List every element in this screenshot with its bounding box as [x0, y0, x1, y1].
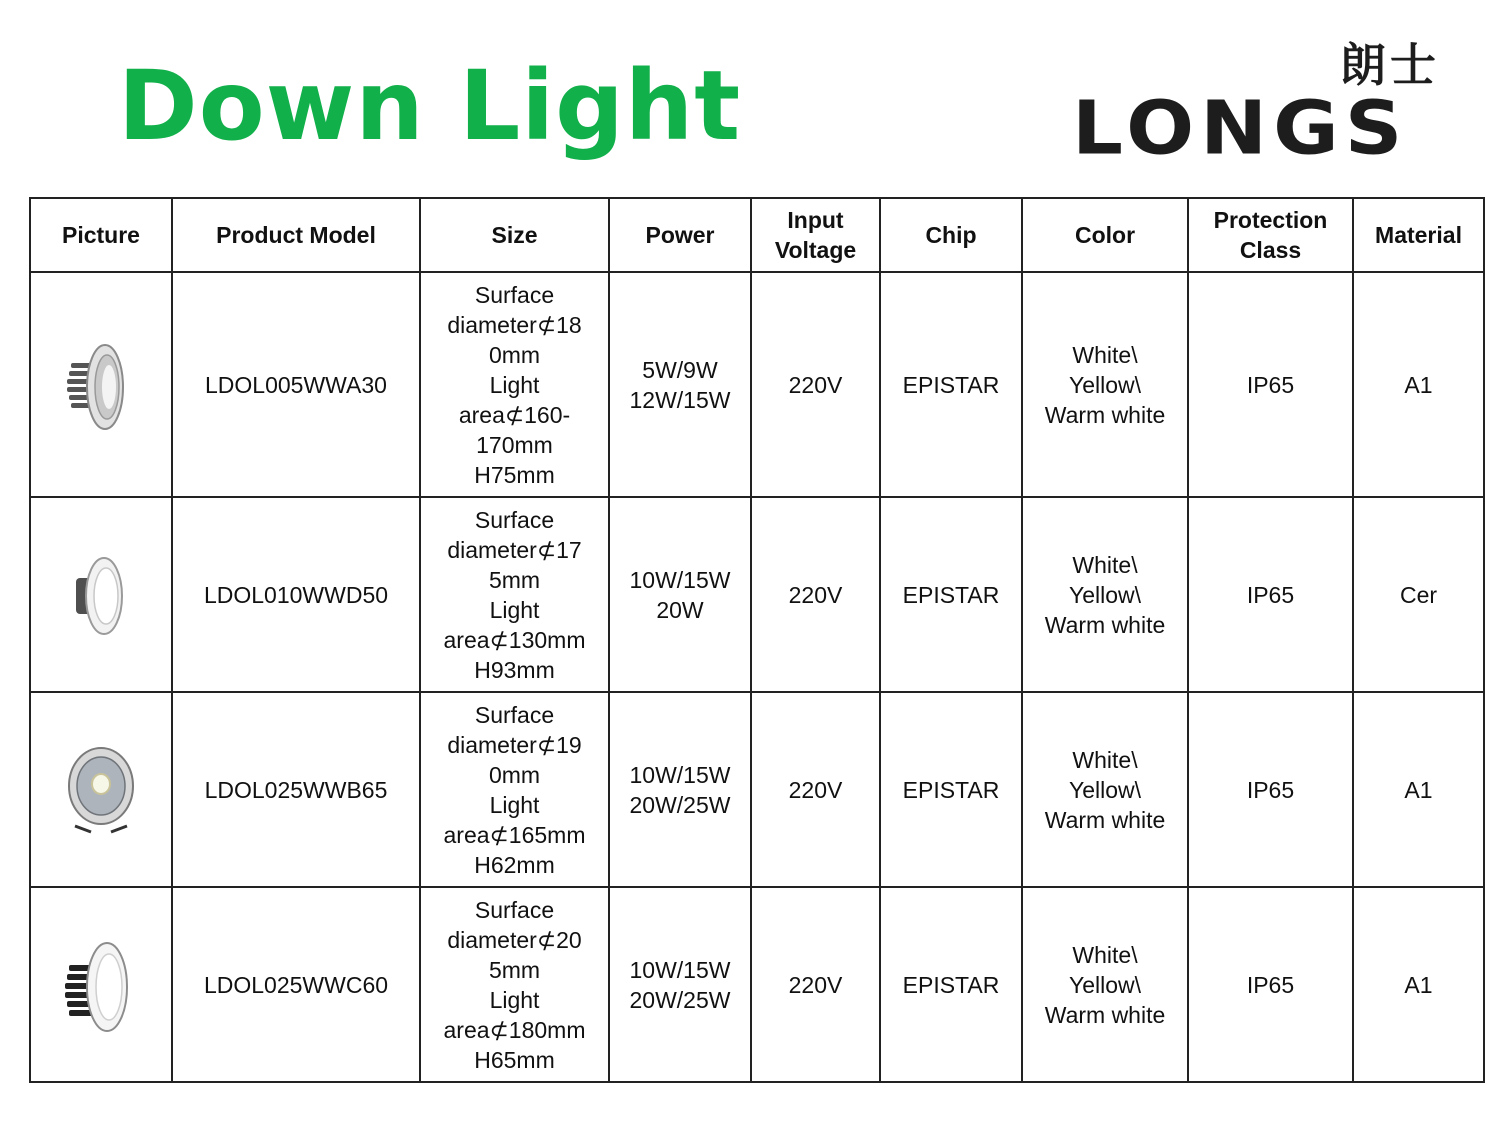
product-power: [609, 272, 751, 497]
table-row: [30, 272, 1484, 497]
size-line: area⊄165mm: [443, 821, 586, 848]
product-material: A1: [1353, 692, 1484, 887]
size-line: diameter⊄19: [447, 731, 582, 758]
color-line: Warm white: [1044, 611, 1166, 638]
column-header-picture: Picture: [30, 198, 172, 272]
product-material: A1: [1353, 272, 1484, 497]
product-power: [609, 887, 751, 1082]
downlight-finned-icon: [61, 335, 141, 435]
size-line: H93mm: [474, 656, 555, 683]
table-row: [30, 692, 1484, 887]
column-header-power: Power: [609, 198, 751, 272]
product-size: [420, 692, 609, 887]
table-row: [30, 887, 1484, 1082]
size-line: Surface: [474, 701, 555, 728]
product-color: [1022, 692, 1188, 887]
color-line: Yellow\: [1068, 776, 1142, 803]
size-line: 5mm: [488, 956, 541, 983]
power-line: 10W/15W: [629, 956, 731, 983]
product-chip: EPISTAR: [880, 497, 1022, 692]
table-header-row: [30, 198, 1484, 272]
size-line: Light: [489, 791, 540, 818]
color-line: Warm white: [1044, 401, 1166, 428]
size-line: diameter⊄20: [447, 926, 582, 953]
product-voltage: 220V: [751, 887, 880, 1082]
size-line: Surface: [474, 281, 555, 308]
downlight-black-fin-icon: [61, 935, 141, 1035]
power-line: 12W/15W: [629, 386, 731, 413]
product-power: [609, 497, 751, 692]
product-picture-cell: [30, 497, 172, 692]
product-protection: IP65: [1188, 692, 1353, 887]
size-line: 5mm: [488, 566, 541, 593]
power-line: 20W: [656, 596, 704, 623]
product-size: [420, 272, 609, 497]
product-table: [29, 197, 1485, 1083]
product-material: A1: [1353, 887, 1484, 1082]
downlight-white-icon: [66, 550, 136, 640]
product-picture-cell: [30, 692, 172, 887]
size-line: H65mm: [474, 1046, 555, 1073]
size-line: area⊄130mm: [443, 626, 586, 653]
product-model: LDOL005WWA30: [172, 272, 420, 497]
size-line: area⊄180mm: [443, 1016, 586, 1043]
size-line: Surface: [474, 506, 555, 533]
column-header-protection: Protection Class: [1188, 198, 1353, 272]
color-line: Warm white: [1044, 1001, 1166, 1028]
color-line: White\: [1072, 746, 1138, 773]
product-picture-cell: [30, 887, 172, 1082]
column-header-model: Product Model: [172, 198, 420, 272]
product-chip: EPISTAR: [880, 272, 1022, 497]
product-color: [1022, 887, 1188, 1082]
product-color: [1022, 497, 1188, 692]
size-line: diameter⊄18: [447, 311, 582, 338]
size-line: 0mm: [488, 761, 541, 788]
column-header-chip: Chip: [880, 198, 1022, 272]
product-chip: EPISTAR: [880, 887, 1022, 1082]
product-size: [420, 887, 609, 1082]
product-model: LDOL025WWC60: [172, 887, 420, 1082]
power-line: 5W/9W: [642, 356, 718, 383]
downlight-cob-icon: [61, 740, 141, 840]
product-power: [609, 692, 751, 887]
size-line: H75mm: [474, 461, 555, 488]
column-header-material: Material: [1353, 198, 1484, 272]
size-line: Light: [489, 596, 540, 623]
size-line: Light: [489, 371, 540, 398]
column-header-voltage: Input Voltage: [751, 198, 880, 272]
product-picture-cell: [30, 272, 172, 497]
power-line: 20W/25W: [629, 986, 731, 1013]
product-protection: IP65: [1188, 272, 1353, 497]
product-model: LDOL010WWD50: [172, 497, 420, 692]
size-line: area⊄160-: [458, 401, 571, 428]
column-header-size: Size: [420, 198, 609, 272]
color-line: Warm white: [1044, 806, 1166, 833]
power-line: 20W/25W: [629, 791, 731, 818]
logo-english-text: LONGS: [1072, 85, 1409, 172]
product-voltage: 220V: [751, 692, 880, 887]
size-line: H62mm: [474, 851, 555, 878]
product-protection: IP65: [1188, 497, 1353, 692]
power-line: 10W/15W: [629, 761, 731, 788]
product-color: [1022, 272, 1188, 497]
color-line: White\: [1072, 941, 1138, 968]
color-line: White\: [1072, 341, 1138, 368]
table-row: [30, 497, 1484, 692]
color-line: White\: [1072, 551, 1138, 578]
product-voltage: 220V: [751, 272, 880, 497]
column-header-color: Color: [1022, 198, 1188, 272]
size-line: 0mm: [488, 341, 541, 368]
product-chip: EPISTAR: [880, 692, 1022, 887]
size-line: 170mm: [476, 431, 553, 458]
size-line: Light: [489, 986, 540, 1013]
brand-logo: [1068, 38, 1448, 172]
color-line: Yellow\: [1068, 971, 1142, 998]
logo-chinese-text: 朗士: [1340, 38, 1440, 92]
color-line: Yellow\: [1068, 371, 1142, 398]
product-size: [420, 497, 609, 692]
product-protection: IP65: [1188, 887, 1353, 1082]
product-material: Cer: [1353, 497, 1484, 692]
color-line: Yellow\: [1068, 581, 1142, 608]
product-voltage: 220V: [751, 497, 880, 692]
page-title: Down Light: [118, 50, 742, 162]
size-line: Surface: [474, 896, 555, 923]
size-line: diameter⊄17: [447, 536, 582, 563]
product-model: LDOL025WWB65: [172, 692, 420, 887]
power-line: 10W/15W: [629, 566, 731, 593]
